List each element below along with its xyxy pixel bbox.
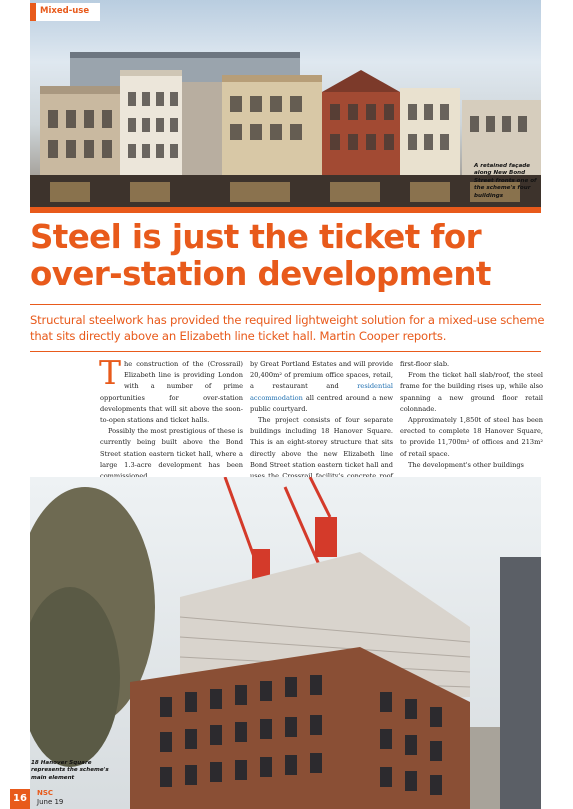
body-column-3 (400, 359, 543, 471)
section-tag (30, 3, 100, 21)
standfirst-rule (30, 351, 541, 352)
issue-date: June 19 (37, 798, 64, 806)
body-paragraph: The project consists of four separate buildings including 18 Hanover Square. This is an eight-storey structure that sits directly above the new Elizabeth line Bond Street station eastern ticket hall and (250, 416, 393, 469)
body-paragraph: The construction of the (Crossrail) Elizabeth line is providing London with a number of prime opportunities for over-station developments that will sit above the soon-to-open stations and ticket halls. (99, 353, 243, 425)
body-paragraph: by Great Portland Estates and will provide 20,400m² of premium office spaces, retail, a restaurant and residential accommodation all centred around a new public courtyard. (250, 360, 393, 413)
magazine-name: NSC (37, 789, 54, 797)
body-paragraph: Possibly the most prestigious of these is currently being built above the Bond Street station eastern ticket hall, where a large 1.3-acre development has been (100, 427, 243, 469)
body-column-2 (250, 359, 393, 493)
drop-cap: T (99, 353, 122, 392)
orange-divider-bar (30, 207, 541, 213)
body-paragraph: The development's other buildings (408, 460, 524, 469)
body-paragraph: first-floor slab. (400, 360, 450, 368)
section-tag-label: Mixed-use (40, 6, 90, 16)
page-number: 16 (10, 789, 30, 809)
facade-illustration (30, 0, 541, 207)
headline-rule (30, 304, 541, 305)
bottom-photo-caption: 18 Hanover Square represents the scheme's main element (31, 760, 109, 781)
body-column-1 (99, 353, 243, 482)
section-tag-marker (30, 3, 36, 21)
facade-photo (30, 0, 541, 207)
headline: Steel is just the ticket for over-station development (30, 218, 491, 293)
body-paragraph: Approximately 1,850t of steel has been erected to complete 18 Hanover Square, to provide 11,700m² of offices and 213m² of retail space. (400, 416, 543, 458)
residential-accommodation-link[interactable]: residential accommodation (250, 382, 393, 402)
standfirst: Structural steelwork has provided the required lightweight solution for a mixed-use scheme that sits directly above an Elizabeth line ticket hall. Martin Cooper reports. (30, 313, 545, 343)
body-paragraph: From the ticket hall slab/roof, the steel frame for the building rises up, while also spanning a new ground floor retail colonnade. (400, 371, 543, 413)
top-photo-caption: A retained façade along New Bond Street fronts one of the scheme's four buildings (474, 163, 537, 199)
